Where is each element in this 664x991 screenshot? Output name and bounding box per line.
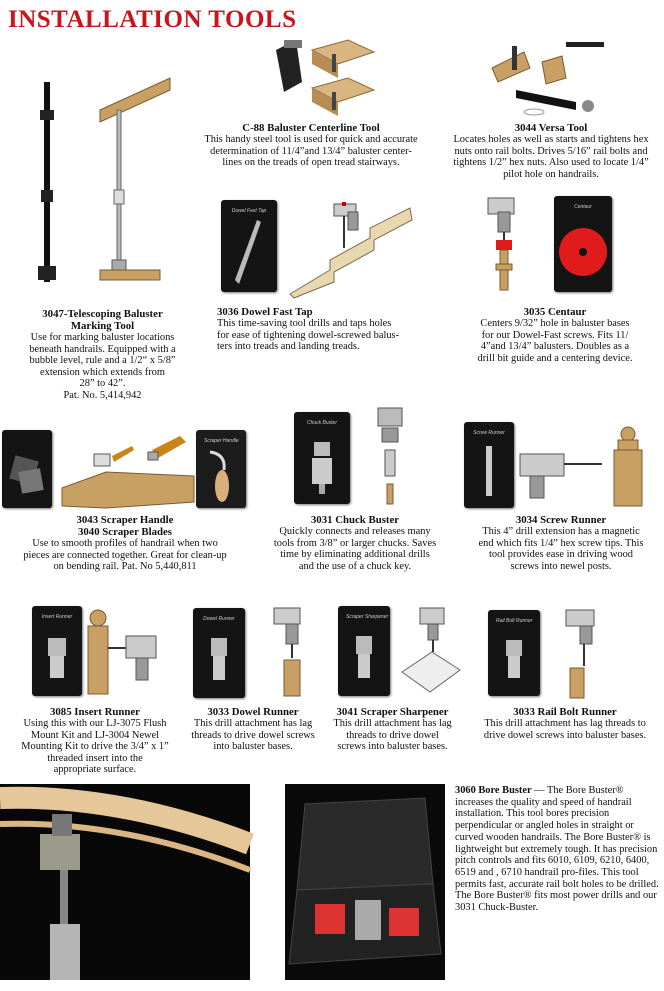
tool-3043-desc-1: Use to smooth profiles of handrail when two <box>32 538 218 549</box>
tool-3035-desc-2: for our Dowel-Fast screws. Fits 11/ <box>481 329 629 341</box>
tool-3034-desc-1: This 4” drill extension has a magnetic <box>482 526 640 537</box>
tool-3035-block <box>450 306 660 364</box>
tool-3043-title-line2: 3040 Scraper Blades <box>78 526 172 538</box>
tool-3043-desc-3: on bending rail. Pat. No 5,440,811 <box>53 561 197 573</box>
tool-3031-block <box>255 514 455 572</box>
tool-3031-desc-4: and the use of a chuck key. <box>298 560 412 572</box>
dowel-runner-drill-illustration <box>266 604 326 700</box>
tool-3033a-desc-1: This drill attachment has lag <box>193 718 313 729</box>
tool-3047-desc-2: beneath handrails. Equipped with a <box>29 343 176 355</box>
insert-runner-card-label: Insert Runner <box>41 614 73 620</box>
tool-3060-desc: — The Bore Buster® increases the quality and speed of handrail installation. This tool bores precision perpendicular or angled holes in straight or curved wooden handrails. The Bore Buster® is lightweight but extremely tough. It has precision pitch controls and fits 6010, 6109, 6210, 6400, 6519 and , 6710 handrail pro-files. This tool permits fast, accurate rail bolt holes to be drilled. The Bore Buster® fits most power drills and our 3031 Chuck-Buster. <box>455 785 659 914</box>
tool-3034-desc-2: end which fits 1/4” hex screw tips. This <box>478 537 644 549</box>
screw-runner-card-label: Screw Runner <box>473 430 505 436</box>
tool-3036-block <box>217 306 432 353</box>
tool-3047-desc-6: Pat. No. 5,414,942 <box>63 389 142 401</box>
tool-3036-title: 3036 Dowel Fast Tap <box>217 306 313 318</box>
tool-3033a-title: 3033 Dowel Runner <box>207 706 299 718</box>
tool-3036-desc-3: ters into treads and landing treads. <box>217 341 360 353</box>
rail-bolt-runner-card-label: Rail Bolt Runner <box>496 618 533 624</box>
tool-3085-desc-4: threaded insert into the <box>47 752 143 764</box>
c88-tool-illustration <box>262 36 382 121</box>
tool-3043-desc-2: pieces are connected together. Great for clean-up <box>23 549 227 561</box>
tool-3041-desc-1: This drill attachment has lag <box>333 718 452 729</box>
scraper-sharpener-card <box>338 606 390 696</box>
insert-runner-drill-illustration <box>84 608 164 700</box>
tool-3031-desc-2: tools from 3/8” or larger chucks. Saves <box>273 537 437 549</box>
tool-3044-desc-2: nuts onto rail bolts. Drives 5/16” rail bolts and <box>454 145 648 157</box>
tool-3041-title: 3041 Scraper Sharpener <box>336 706 449 718</box>
versa-tool-illustration <box>490 32 610 117</box>
tool-3047-desc-3: bubble level, rule and a 1/2“ x 5/8” <box>29 355 176 367</box>
tool-3034-desc-3: tool provides ease in driving wood <box>488 549 633 561</box>
tool-3047-title-line2: Marking Tool <box>70 320 135 332</box>
tool-3036-desc-2: for ease of tightening dowel-screwed balus- <box>217 329 400 341</box>
dowel-runner-card <box>193 608 245 698</box>
tool-c88-title: C-88 Baluster Centerline Tool <box>242 122 380 134</box>
tool-c88-block <box>200 122 422 169</box>
insert-runner-card <box>32 606 82 696</box>
tool-3034-title: 3034 Screw Runner <box>515 514 607 526</box>
tool-3085-desc-3: Mounting Kit to drive the 3/4” x 1” <box>21 741 169 753</box>
tool-3047-block <box>10 308 195 402</box>
tool-3085-desc-2: Mount Kit and LJ-3004 Newel <box>30 729 160 741</box>
tool-3044-desc-4: pilot hole on handrails. <box>503 168 599 180</box>
tool-3035-desc-1: Centers 9/32” hole in baluster bases <box>480 318 630 329</box>
rail-bolt-runner-card <box>488 610 540 696</box>
tool-3047-desc-1: Use for marking baluster locations <box>30 332 175 343</box>
scraper-sharpener-illustration <box>398 606 464 698</box>
tool-3041-block <box>330 706 455 753</box>
tool-3047-desc-4: extension which extends from <box>40 366 165 378</box>
tool-3085-block <box>0 706 190 776</box>
tool-3060-title: 3060 Bore Buster <box>455 785 532 796</box>
tool-3035-desc-4: drill bit guide and a centering device. <box>477 352 633 364</box>
tool-3033a-desc-3: into baluster bases. <box>213 741 293 753</box>
tool-3035-desc-3: 4”and 13/4” balusters. Doubles as a <box>480 341 630 353</box>
stair-drill-illustration <box>290 198 415 298</box>
tool-3033b-block <box>468 706 662 741</box>
tool-3044-desc-1: Locates holes as well as starts and tightens hex <box>453 134 649 145</box>
chuck-buster-drill-illustration <box>368 406 412 512</box>
tool-3041-desc-2: threads to drive dowel <box>346 729 439 741</box>
screw-runner-card <box>464 422 514 508</box>
tool-3033a-block <box>178 706 328 753</box>
tool-3033b-title: 3033 Rail Bolt Runner <box>513 706 617 718</box>
bore-buster-case-photo <box>285 784 445 980</box>
scraper-sharpener-card-label: Scraper Sharpener <box>346 614 389 620</box>
tool-3047-desc-5: 28” to 42”. <box>79 378 126 390</box>
tool-3033a-desc-2: threads to drive dowel screws <box>191 729 315 741</box>
chuck-buster-card-label: Chuck Buster <box>306 420 337 426</box>
tool-c88-desc-3: lines on the treads of open tread stairways. <box>222 157 400 169</box>
tool-3085-desc-5: appropriate surface. <box>53 764 137 776</box>
tool-c88-desc-2: determination of 11/4”and 13/4” baluster center- <box>210 145 412 157</box>
scraper-blades-card <box>2 430 52 508</box>
tool-3044-desc-3: tightens 1/2” hex nuts. Also used to locate 1/4” <box>453 157 649 169</box>
dowel-runner-card-label: Dowel Runner <box>203 616 235 622</box>
page-title: INSTALLATION TOOLS <box>8 6 297 33</box>
dowel-fast-tap-card <box>221 200 277 292</box>
tool-3085-title: 3085 Insert Runner <box>50 706 140 718</box>
rail-bolt-runner-illustration <box>560 606 610 700</box>
tool-c88-desc-1: This handy steel tool is used for quick and accurate <box>204 134 418 145</box>
chuck-buster-card <box>294 412 350 504</box>
scraper-handle-card-label: Scraper Handle <box>204 438 239 444</box>
screw-runner-newel-illustration <box>516 424 656 510</box>
centaur-card <box>554 196 612 292</box>
bore-buster-rail-photo <box>0 784 250 980</box>
tool-3033b-desc-1: This drill attachment has lag threads to <box>484 718 646 729</box>
tool-3044-title: 3044 Versa Tool <box>514 122 588 134</box>
tool-3033b-desc-2: drive dowel screws into baluster bases. <box>483 729 647 741</box>
tool-3031-title: 3031 Chuck Buster <box>310 514 400 526</box>
tool-3043-block <box>0 514 250 573</box>
tool-3031-desc-3: time by eliminating additional drills <box>280 549 430 561</box>
tool-3035-title: 3035 Centaur <box>523 306 587 318</box>
tool-3041-desc-3: screws into baluster bases. <box>337 741 448 753</box>
tool-3031-desc-1: Quickly connects and releases many <box>279 526 431 537</box>
tool-3060-block <box>455 785 660 914</box>
scraper-handle-card <box>196 430 246 508</box>
centaur-card-label: Centaur <box>574 204 592 210</box>
centaur-drill-illustration <box>480 194 540 294</box>
telescoping-tool-illustration <box>20 70 170 295</box>
tool-3034-block <box>462 514 660 572</box>
dowel-fast-tap-card-label: Dowel Fast Tap <box>231 208 267 214</box>
tool-3043-title-line1: 3043 Scraper Handle <box>76 514 174 526</box>
tool-3034-desc-4: screws into newel posts. <box>510 560 612 572</box>
tool-3036-desc-1: This time-saving tool drills and taps holes <box>217 318 392 329</box>
tool-3044-block <box>440 122 662 180</box>
tool-3047-title-line1: 3047-Telescoping Baluster <box>42 308 163 320</box>
tool-3085-desc-1: Using this with our LJ-3075 Flush <box>23 718 167 729</box>
scraper-rail-illustration <box>56 428 196 510</box>
